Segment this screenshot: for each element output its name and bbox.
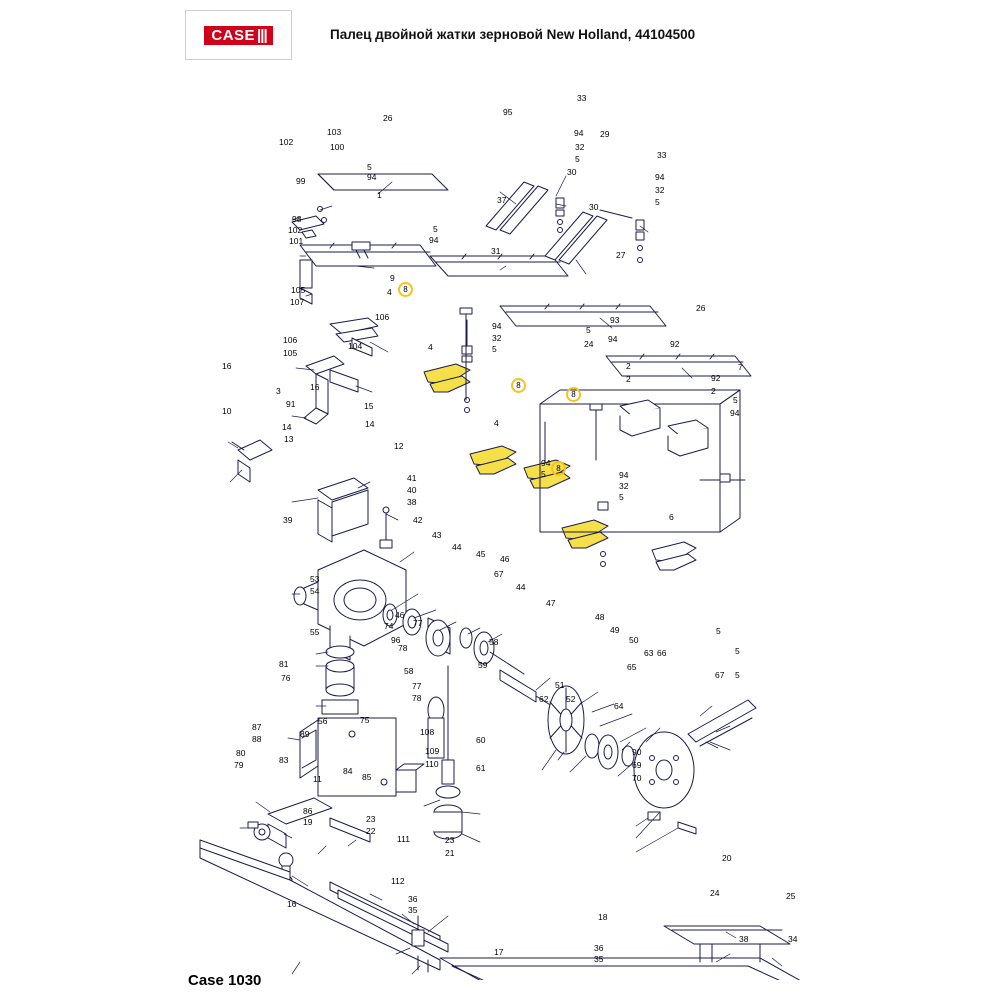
- highlighted-part-marker[interactable]: 8: [398, 282, 413, 297]
- callout-number: 108: [420, 727, 435, 737]
- callout-number: 63: [644, 648, 654, 658]
- callout-number: 50: [629, 635, 639, 645]
- callout-number: 45: [476, 549, 486, 559]
- callout-number: 67: [494, 569, 504, 579]
- callout-number: 32: [575, 142, 585, 152]
- callout-number: 70: [632, 773, 642, 783]
- callout-number: 94: [655, 172, 665, 182]
- callout-number: 32: [492, 333, 502, 343]
- callout-number: 46: [395, 610, 405, 620]
- callout-number: 11: [313, 774, 322, 784]
- callout-number: 19: [303, 817, 313, 827]
- callout-number: 6: [669, 512, 674, 522]
- callout-number: 12: [394, 441, 404, 451]
- callout-number: 5: [735, 670, 740, 680]
- callout-number: 64: [614, 701, 624, 711]
- callout-number: 79: [234, 760, 244, 770]
- callout-number: 94: [492, 321, 502, 331]
- callout-number: 3: [276, 386, 281, 396]
- callout-number: 21: [445, 848, 455, 858]
- callout-number: 51: [555, 680, 565, 690]
- callout-number: 4: [428, 342, 433, 352]
- case-ih-logo-mark: [204, 26, 272, 45]
- callout-number: 5: [433, 224, 438, 234]
- callout-number: 59: [478, 660, 488, 670]
- callout-number: 35: [408, 905, 418, 915]
- callout-number: 101: [289, 236, 304, 246]
- callout-number: 69: [632, 760, 642, 770]
- callout-number: 104: [348, 341, 363, 351]
- callout-number: 61: [476, 763, 486, 773]
- logo-text: CASE: [211, 26, 256, 44]
- callout-number: 94: [367, 172, 377, 182]
- callout-number: 77: [413, 618, 423, 628]
- callout-number: 44: [452, 542, 462, 552]
- callout-number: 83: [279, 755, 289, 765]
- callout-number: 13: [284, 434, 294, 444]
- callout-number: 110: [425, 759, 439, 769]
- callout-number: 39: [283, 515, 293, 525]
- callout-number: 7: [738, 362, 743, 372]
- callout-number: 78: [398, 643, 408, 653]
- callout-number: 5: [492, 344, 497, 354]
- callout-number: 84: [343, 766, 353, 776]
- callout-number: 20: [722, 853, 732, 863]
- logo-bars-icon: |||: [257, 26, 267, 44]
- callout-number: 33: [657, 150, 667, 160]
- callout-number: 88: [252, 734, 262, 744]
- callout-number: 26: [383, 113, 393, 123]
- callout-number: 23: [366, 814, 376, 824]
- callout-number: 86: [303, 806, 313, 816]
- diagram-vector: [0, 70, 1000, 980]
- callout-number: 94: [608, 334, 618, 344]
- callout-number: 58: [404, 666, 414, 676]
- case-ih-logo: [185, 10, 292, 60]
- callout-number: 5: [733, 395, 738, 405]
- callout-number: 4: [494, 418, 499, 428]
- callout-number: 48: [595, 612, 605, 622]
- callout-number: 91: [286, 399, 296, 409]
- callout-number: 56: [318, 716, 328, 726]
- callout-number: 95: [503, 107, 513, 117]
- callout-number: 94: [730, 408, 740, 418]
- callout-number: 107: [290, 297, 305, 307]
- page-title: Палец двойной жатки зерновой New Holland, 44104500: [330, 27, 696, 42]
- callout-number: 1: [377, 190, 382, 200]
- callout-number: 29: [600, 129, 610, 139]
- highlighted-part-marker[interactable]: 8: [551, 461, 566, 476]
- callout-number: 5: [367, 162, 372, 172]
- callout-number: 96: [391, 635, 401, 645]
- callout-number: 42: [413, 515, 423, 525]
- callout-number: 94: [429, 235, 439, 245]
- callout-number: 93: [610, 315, 620, 325]
- callout-number: 106: [283, 335, 298, 345]
- callout-number: 5: [619, 492, 624, 502]
- callout-number: 98: [292, 214, 302, 224]
- callout-number: 62: [539, 694, 549, 704]
- exploded-parts-diagram: [0, 70, 1000, 980]
- callout-number: 66: [657, 648, 667, 658]
- callout-number: 111: [397, 834, 410, 844]
- callout-number: 14: [365, 419, 375, 429]
- callout-number: 106: [375, 312, 390, 322]
- callout-number: 30: [567, 167, 577, 177]
- callout-number: 25: [786, 891, 796, 901]
- callout-number: 103: [327, 127, 342, 137]
- callout-number: 36: [408, 894, 418, 904]
- callout-number: 65: [627, 662, 637, 672]
- callout-number: 23: [445, 835, 455, 845]
- callout-number: 85: [362, 772, 372, 782]
- callout-number: 5: [586, 325, 591, 335]
- callout-number: 35: [594, 954, 604, 964]
- callout-number: 14: [282, 422, 292, 432]
- callout-number: 92: [711, 373, 721, 383]
- callout-number: 5: [716, 626, 721, 636]
- callout-number: 18: [598, 912, 608, 922]
- callout-number: 53: [310, 574, 320, 584]
- callout-number: 90: [632, 747, 642, 757]
- callout-number: 75: [360, 715, 370, 725]
- callout-number: 109: [425, 746, 440, 756]
- callout-number: 31: [491, 246, 501, 256]
- model-caption: Case 1030: [188, 972, 262, 989]
- callout-number: 2: [711, 386, 716, 396]
- callout-number: 15: [364, 401, 374, 411]
- callout-number: 54: [310, 586, 320, 596]
- callout-number: 27: [616, 250, 626, 260]
- callout-number: 94: [619, 470, 629, 480]
- callout-number: 16: [310, 382, 320, 392]
- callout-number: 74: [384, 621, 394, 631]
- callout-number: 92: [670, 339, 680, 349]
- callout-number: 43: [432, 530, 442, 540]
- callout-number: 22: [366, 826, 376, 836]
- callout-number: 80: [236, 748, 246, 758]
- callout-number: 77: [412, 681, 422, 691]
- callout-number: 105: [283, 348, 298, 358]
- callout-number: 102: [288, 225, 303, 235]
- callout-number: 34: [788, 934, 798, 944]
- callout-number: 52: [566, 694, 576, 704]
- callout-number: 36: [594, 943, 604, 953]
- callout-number: 5: [735, 646, 740, 656]
- callout-number: 67: [715, 670, 725, 680]
- callout-number: 112: [391, 876, 405, 886]
- callout-number: 49: [610, 625, 620, 635]
- callout-number: 2: [626, 374, 631, 384]
- callout-number: 5: [541, 469, 546, 479]
- callout-number: 100: [330, 142, 345, 152]
- callout-number: 17: [494, 947, 504, 957]
- page-header: [0, 0, 1000, 70]
- callout-number: 4: [387, 287, 392, 297]
- callout-number: 33: [577, 93, 587, 103]
- highlighted-part-marker[interactable]: 8: [511, 378, 526, 393]
- callout-number: 47: [546, 598, 556, 608]
- callout-number: 40: [407, 485, 417, 495]
- callout-number: 81: [279, 659, 289, 669]
- callout-number: 38: [739, 934, 749, 944]
- callout-number: 26: [696, 303, 706, 313]
- callout-number: 102: [279, 137, 294, 147]
- callout-number: 46: [500, 554, 510, 564]
- callout-number: 32: [619, 481, 629, 491]
- callout-number: 87: [252, 722, 262, 732]
- callout-number: 16: [287, 899, 297, 909]
- callout-number: 94: [541, 458, 551, 468]
- callout-number: 99: [296, 176, 306, 186]
- callout-number: 38: [407, 497, 417, 507]
- callout-number: 9: [390, 273, 395, 283]
- callout-number: 44: [516, 582, 526, 592]
- callout-number: 32: [655, 185, 665, 195]
- callout-number: 41: [407, 473, 417, 483]
- callout-number: 24: [710, 888, 720, 898]
- callout-number: 37: [497, 195, 507, 205]
- callout-number: 5: [655, 197, 660, 207]
- callout-number: 5: [575, 154, 580, 164]
- highlighted-part-marker[interactable]: 8: [566, 387, 581, 402]
- callout-number: 89: [300, 729, 310, 739]
- callout-number: 55: [310, 627, 320, 637]
- callout-number: 94: [574, 128, 584, 138]
- callout-number: 60: [476, 735, 486, 745]
- callout-number: 2: [626, 361, 631, 371]
- callout-number: 76: [281, 673, 291, 683]
- callout-number: 10: [222, 406, 232, 416]
- callout-number: 30: [589, 202, 599, 212]
- callout-number: 58: [489, 637, 499, 647]
- callout-number: 78: [412, 693, 422, 703]
- callout-number: 105: [291, 285, 306, 295]
- callout-number: 16: [222, 361, 232, 371]
- callout-number: 24: [584, 339, 594, 349]
